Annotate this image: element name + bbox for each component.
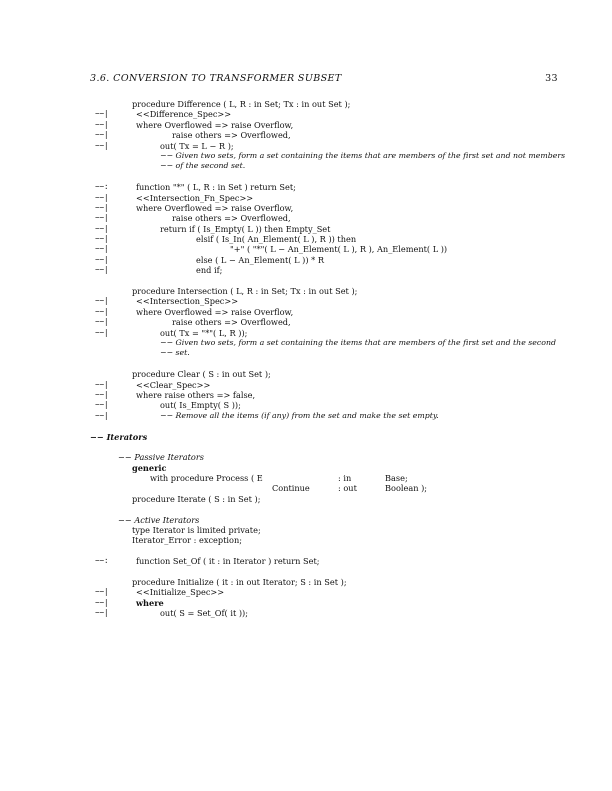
code-line: [0, 182, 612, 192]
annotation-marker: −−|: [95, 400, 109, 410]
annotation-marker: −−|: [95, 597, 109, 607]
annotation-marker: −−|: [95, 410, 109, 420]
annotation-marker: −−:: [95, 182, 109, 192]
end-if: end if;: [196, 265, 223, 276]
difference-decl: procedure Difference ( L, R : in Set; Tx : in out Set );: [132, 99, 351, 109]
where-clause: where Overflowed => raise Overflow,: [136, 202, 294, 213]
code-line: [0, 109, 612, 119]
iterate-decl: procedure Iterate ( S : in Set );: [132, 493, 261, 504]
annotation-marker: −−:: [95, 556, 109, 566]
code-line: [0, 151, 612, 161]
code-line: [0, 515, 612, 525]
code-listing: [0, 99, 612, 619]
page-number: 33: [545, 73, 558, 84]
code-line: [0, 390, 612, 400]
code-line: [0, 203, 612, 213]
code-line: [0, 213, 612, 223]
annotation-marker: −−|: [95, 379, 109, 389]
code-line: [0, 525, 612, 535]
param-type: Base;: [385, 473, 408, 484]
code-line: [0, 494, 612, 504]
code-line: [0, 400, 612, 410]
out-clause: out( Tx = "*"( L, R ));: [160, 327, 248, 338]
comment: −− of the second set.: [160, 161, 246, 171]
code-line: [0, 535, 612, 545]
section-comment: −− Iterators: [90, 431, 148, 442]
intersection-decl: procedure Intersection ( L, R : in Set; Tx : in out Set );: [132, 286, 358, 297]
code-line: [0, 161, 612, 171]
annotation-marker: −−|: [95, 317, 109, 327]
generic-keyword: generic: [132, 462, 167, 473]
out-clause: out( Tx = L − R );: [160, 140, 234, 151]
spec-label: <<Intersection_Fn_Spec>>: [136, 192, 254, 203]
code-line: [0, 380, 612, 390]
set-of-decl: function Set_Of ( it : in Iterator ) return Set;: [136, 556, 320, 567]
param-name: Continue: [272, 483, 310, 494]
code-line: [0, 473, 612, 483]
out-clause: out( Is_Empty( S ));: [160, 400, 241, 411]
type-decl: type Iterator is limited private;: [132, 525, 261, 536]
where-clause: where raise others => false,: [136, 389, 256, 400]
comment: −− Given two sets, form a set containing the items that are members of the first set and not members: [160, 150, 566, 160]
annotation-marker: −−|: [95, 327, 109, 337]
expression: "+" ( "*"( L − An_Element( L ), R ), An_Element( L )): [230, 244, 448, 255]
clear-decl: procedure Clear ( S : in out Set );: [132, 369, 271, 380]
annotation-marker: −−|: [95, 306, 109, 316]
section-title: 3.6. CONVERSION TO TRANSFORMER SUBSET: [90, 73, 342, 84]
exception-decl: Iterator_Error : exception;: [132, 535, 243, 546]
code-line: [0, 348, 612, 358]
annotation-marker: −−|: [95, 140, 109, 150]
code-line: [0, 286, 612, 296]
elsif-clause: elsif ( Is_In( An_Element( L ), R )) then: [196, 234, 357, 245]
with-procedure: with procedure Process ( E: [150, 473, 263, 484]
code-line: [0, 411, 612, 421]
code-line: [0, 193, 612, 203]
code-line: [0, 463, 612, 473]
annotation-marker: −−|: [95, 119, 109, 129]
param-type: Boolean );: [385, 483, 428, 494]
raise-clause: raise others => Overflowed,: [172, 213, 291, 224]
spec-label: <<Intersection_Spec>>: [136, 296, 239, 307]
intersection-fn-decl: function "*" ( L, R : in Set ) return Set;: [136, 182, 296, 193]
code-line: [0, 577, 612, 587]
subsection-comment: −− Active Iterators: [118, 514, 200, 525]
code-line: [0, 317, 612, 327]
running-header: [90, 73, 558, 84]
out-clause: out( S = Set_Of( it ));: [160, 608, 248, 619]
code-line: [0, 234, 612, 244]
code-line: [0, 556, 612, 566]
annotation-marker: −−|: [95, 265, 109, 275]
subsection-comment: −− Passive Iterators: [118, 452, 204, 463]
param-mode: : out: [338, 483, 357, 494]
spec-label: <<Initialize_Spec>>: [136, 587, 225, 598]
annotation-marker: −−|: [95, 109, 109, 119]
code-line: [0, 307, 612, 317]
code-line: [0, 452, 612, 462]
annotation-marker: −−|: [95, 130, 109, 140]
annotation-marker: −−|: [95, 202, 109, 212]
code-line: [0, 224, 612, 234]
code-line: [0, 120, 612, 130]
param-mode: : in: [338, 473, 352, 484]
annotation-marker: −−|: [95, 192, 109, 202]
comment: −− Remove all the items (if any) from the set and make the set empty.: [160, 410, 439, 420]
annotation-marker: −−|: [95, 587, 109, 597]
code-line: [0, 369, 612, 379]
spec-label: <<Clear_Spec>>: [136, 379, 211, 390]
annotation-marker: −−|: [95, 608, 109, 618]
code-line: [0, 587, 612, 597]
code-line: [0, 598, 612, 608]
code-line: [0, 265, 612, 275]
comment: −− Given two sets, form a set containing the items that are members of the first set and the second: [160, 337, 556, 347]
raise-clause: raise others => Overflowed,: [172, 317, 291, 328]
where-clause: where Overflowed => raise Overflow,: [136, 306, 294, 317]
annotation-marker: −−|: [95, 389, 109, 399]
code-line: [0, 608, 612, 618]
raise-clause: raise others => Overflowed,: [172, 130, 291, 141]
initialize-decl: procedure Initialize ( it : in out Iterator; S : in Set );: [132, 576, 347, 587]
annotation-marker: −−|: [95, 254, 109, 264]
code-line: [0, 255, 612, 265]
annotation-marker: −−|: [95, 213, 109, 223]
code-line: [0, 141, 612, 151]
code-line: [0, 130, 612, 140]
code-line: [0, 338, 612, 348]
code-line: [0, 328, 612, 338]
where-clause: where Overflowed => raise Overflow,: [136, 119, 294, 130]
code-line: [0, 99, 612, 109]
code-line: [0, 483, 612, 493]
annotation-marker: −−|: [95, 223, 109, 233]
where-keyword: where: [136, 597, 164, 608]
code-line: [0, 432, 612, 442]
spec-label: <<Difference_Spec>>: [136, 109, 232, 120]
else-clause: else ( L − An_Element( L )) * R: [196, 254, 324, 265]
code-line: [0, 244, 612, 254]
annotation-marker: −−|: [95, 296, 109, 306]
return-clause: return if ( Is_Empty( L )) then Empty_Set: [160, 223, 331, 234]
code-line: [0, 296, 612, 306]
comment: −− set.: [160, 348, 190, 358]
annotation-marker: −−|: [95, 244, 109, 254]
annotation-marker: −−|: [95, 234, 109, 244]
